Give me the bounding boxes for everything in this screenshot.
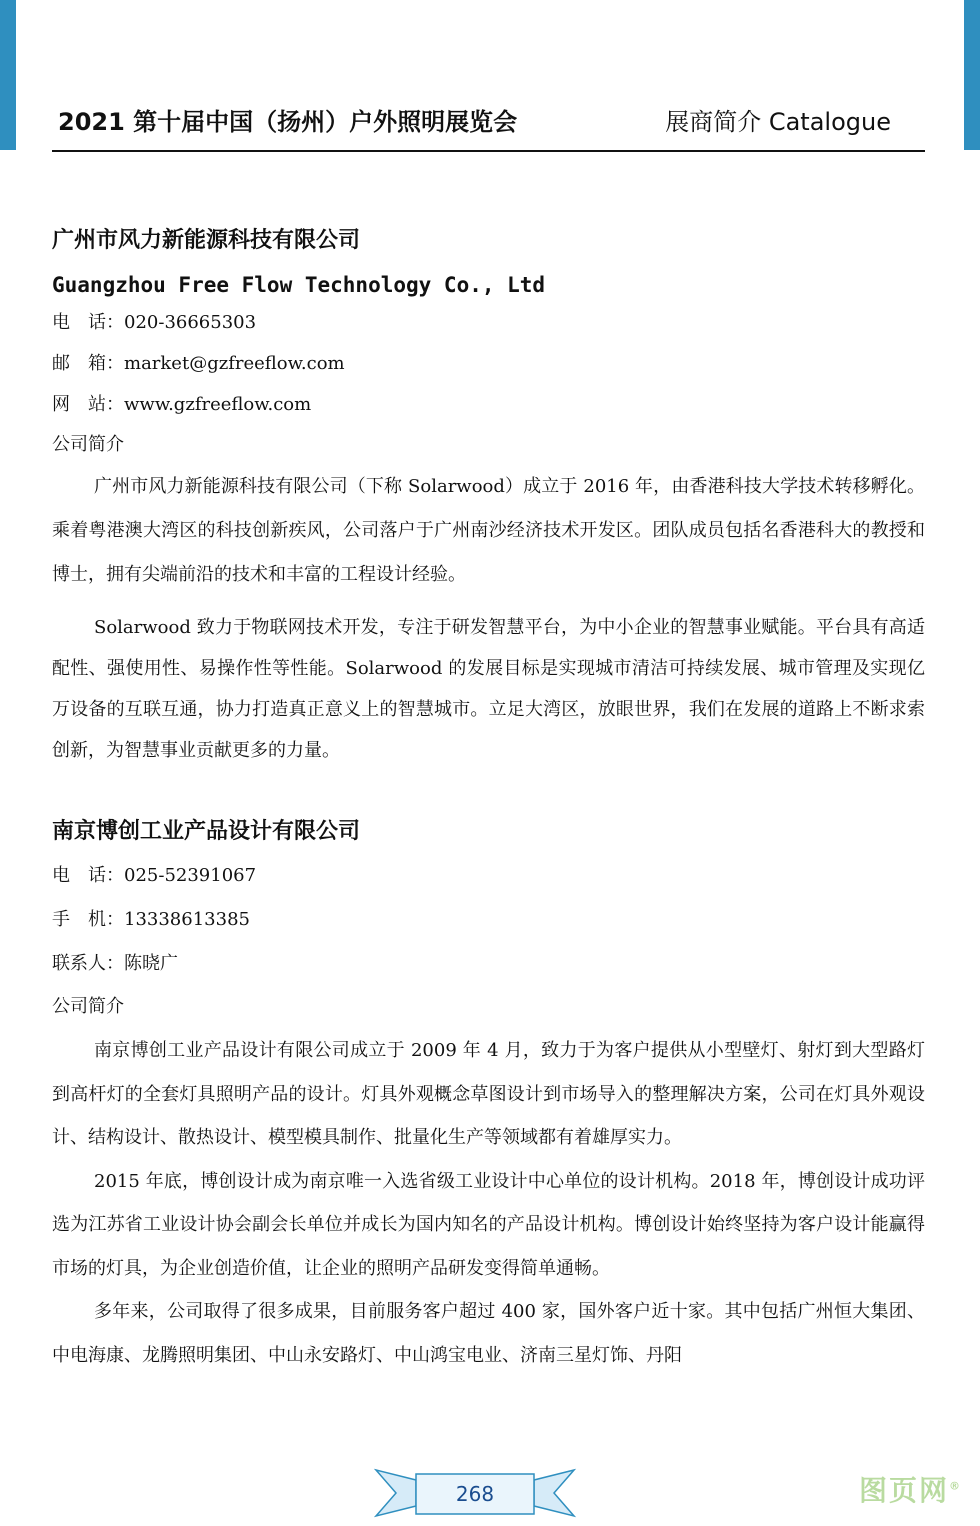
company-2-paragraph: 2015 年底，博创设计成为南京唯一入选省级工业设计中心单位的设计机构。2018 年，博创设计成功评选为江苏省工业设计协会副会长单位并成长为国内知名的产品设计机构。博创设计始终坚持为客户设计能赢得市场的灯具，为企业创造价值，让企业的照明产品研发变得简单通畅。 — [52, 1170, 925, 1279]
company-2-intro-label: 公司简介 — [52, 996, 124, 1017]
watermark-text: 图页网 — [858, 1474, 949, 1507]
company-1-english-name: Guangzhou Free Flow Technology Co., Ltd — [52, 273, 546, 297]
company-2-name: 南京博创工业产品设计有限公司 — [52, 819, 361, 844]
watermark-logo — [859, 1469, 962, 1509]
company-1-intro-label: 公司简介 — [52, 434, 124, 455]
company-2-mobile: 手 机：13338613385 — [52, 909, 250, 930]
company-2-paragraph: 南京博创工业产品设计有限公司成立于 2009 年 4 月，致力于为客户提供从小型壁灯、射灯到大型路灯到高杆灯的全套灯具照明产品的设计。灯具外观概念草图设计到市场导入的整理解决方案，公司在灯具外观设计、结构设计、散热设计、模型模具制作、批量化生产等领域都有着雄厚实力。 — [52, 1040, 925, 1148]
company-1-phone: 电 话：020-36665303 — [52, 312, 257, 333]
header-divider — [52, 150, 925, 152]
right-edge-bar — [964, 0, 980, 150]
company-1-name: 广州市风力新能源科技有限公司 — [52, 228, 361, 253]
page-number-banner — [370, 1462, 580, 1522]
company-1-section — [52, 224, 925, 771]
company-1-website: 网 站：www.gzfreeflow.com — [52, 394, 312, 415]
left-edge-bar — [0, 0, 16, 150]
company-1-paragraph: 广州市风力新能源科技有限公司（下称 Solarwood）成立于 2016 年，由香港科技大学技术转移孵化。乘着粤港澳大湾区的科技创新疾风，公司落户于广州南沙经济技术开发区。团队成员包括名香港科大的教授和博士，拥有尖端前沿的技术和丰富的工程设计经验。 — [52, 476, 925, 585]
company-2-contact: 联系人：陈晓广 — [52, 953, 178, 974]
page-number: 268 — [455, 1482, 495, 1506]
registered-mark: ® — [949, 1479, 962, 1493]
exhibition-title: 2021 第十届中国（扬州）户外照明展览会 — [58, 108, 518, 136]
company-2-phone: 电 话：025-52391067 — [52, 865, 257, 886]
page-header — [52, 96, 925, 152]
company-1-paragraph: Solarwood 致力于物联网技术开发，专注于研发智慧平台，为中小企业的智慧事业赋能。平台具有高适配性、强使用性、易操作性等性能。Solarwood 的发展目标是实现城市清洁可持续发展、城市管理及实现亿万设备的互联互通，协力打造真正意义上的智慧城市。立足大湾区，放眼世界，我们在发展的道路上不断求索创新，为智慧事业贡献更多的力量。 — [52, 617, 925, 761]
catalogue-label: 展商简介 Catalogue — [665, 108, 891, 136]
company-1-email: 邮 箱：market@gzfreeflow.com — [52, 353, 345, 374]
company-2-paragraph: 多年来，公司取得了很多成果，目前服务客户超过 400 家，国外客户近十家。其中包括广州恒大集团、中电海康、龙腾照明集团、中山永安路灯、中山鸿宝电业、济南三星灯饰、丹阳 — [52, 1301, 925, 1366]
company-2-section — [52, 814, 925, 1377]
